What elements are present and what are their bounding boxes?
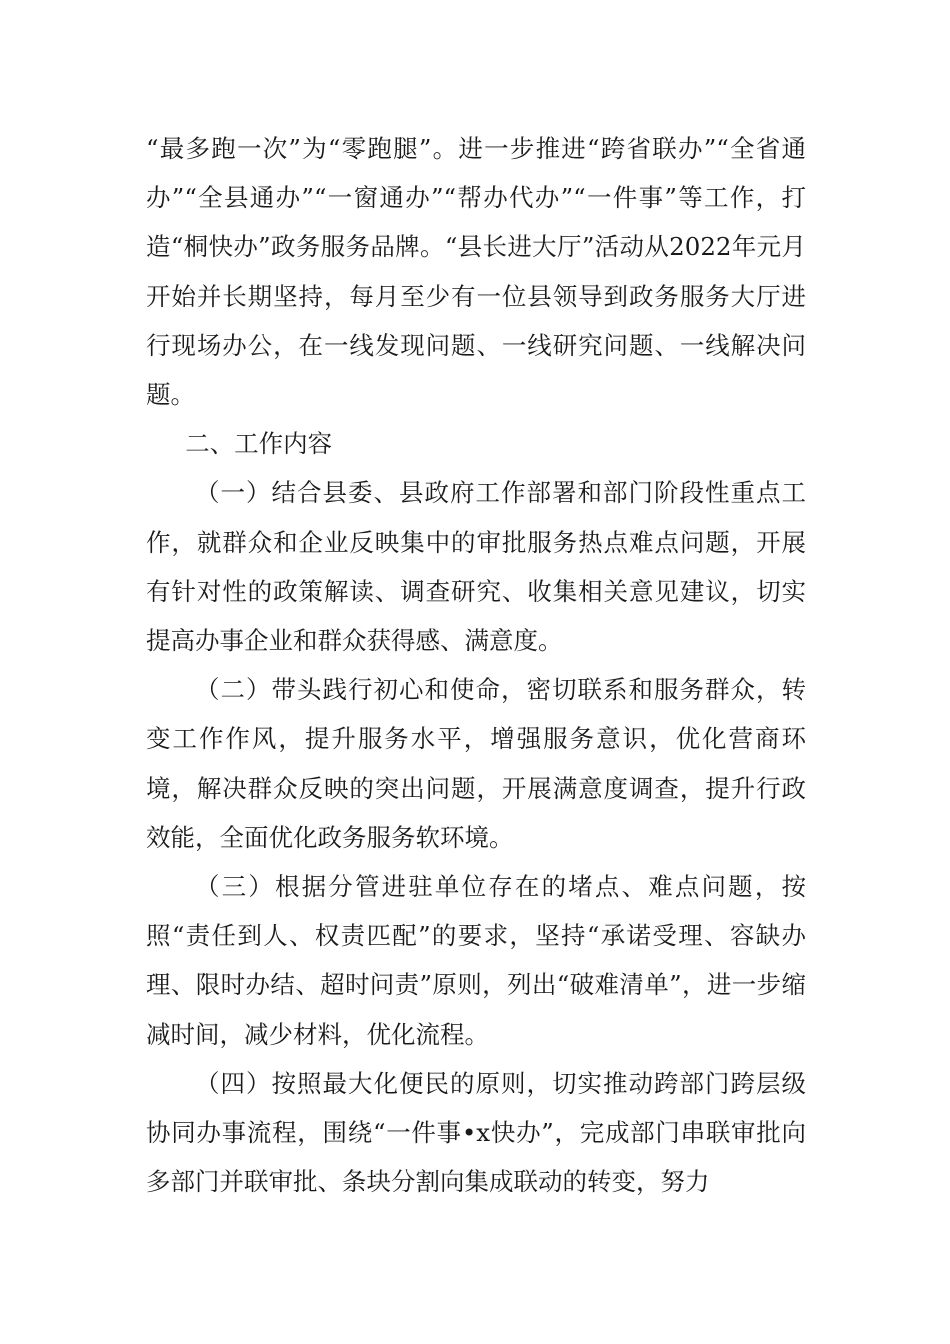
- paragraph-item-3: （三）根据分管进驻单位存在的堵点、难点问题，按照“责任到人、权责匹配”的要求，坚持“承诺受理、容缺办理、限时办结、超时问责”原则，列出“破难清单”，进一步缩减时间，减少材料，优化流程。: [146, 872, 806, 1049]
- document-body: [146, 124, 806, 1206]
- paragraph-item-2: （二）带头践行初心和使命，密切联系和服务群众，转变工作作风，提升服务水平，增强服务意识，优化营商环境，解决群众反映的突出问题，开展满意度调查，提升行政效能，全面优化政务服务软环境。: [146, 675, 806, 852]
- paragraph-continuation: “最多跑一次”为“零跑腿”。进一步推进“跨省联办”“全省通办”“全县通办”“一窗通办”“帮办代办”“一件事”等工作，打造“桐快办”政务服务品牌。“县长进大厅”活动从2022年元月开始并长期坚持，每月至少有一位县领导到政务服务大厅进行现场办公，在一线发现问题、一线研究问题、一线解决问题。: [146, 134, 806, 410]
- paragraph-item-4: （四）按照最大化便民的原则，切实推动跨部门跨层级协同办事流程，围绕“一件事•x快办”，完成部门串联审批向多部门并联审批、条块分割向集成联动的转变，努力: [146, 1068, 806, 1197]
- paragraph-item-1: （一）结合县委、县政府工作部署和部门阶段性重点工作，就群众和企业反映集中的审批服务热点难点问题，开展有针对性的政策解读、调查研究、收集相关意见建议，切实提高办事企业和群众获得感、满意度。: [146, 478, 806, 656]
- section-heading-work-content: 二、工作内容: [185, 429, 333, 459]
